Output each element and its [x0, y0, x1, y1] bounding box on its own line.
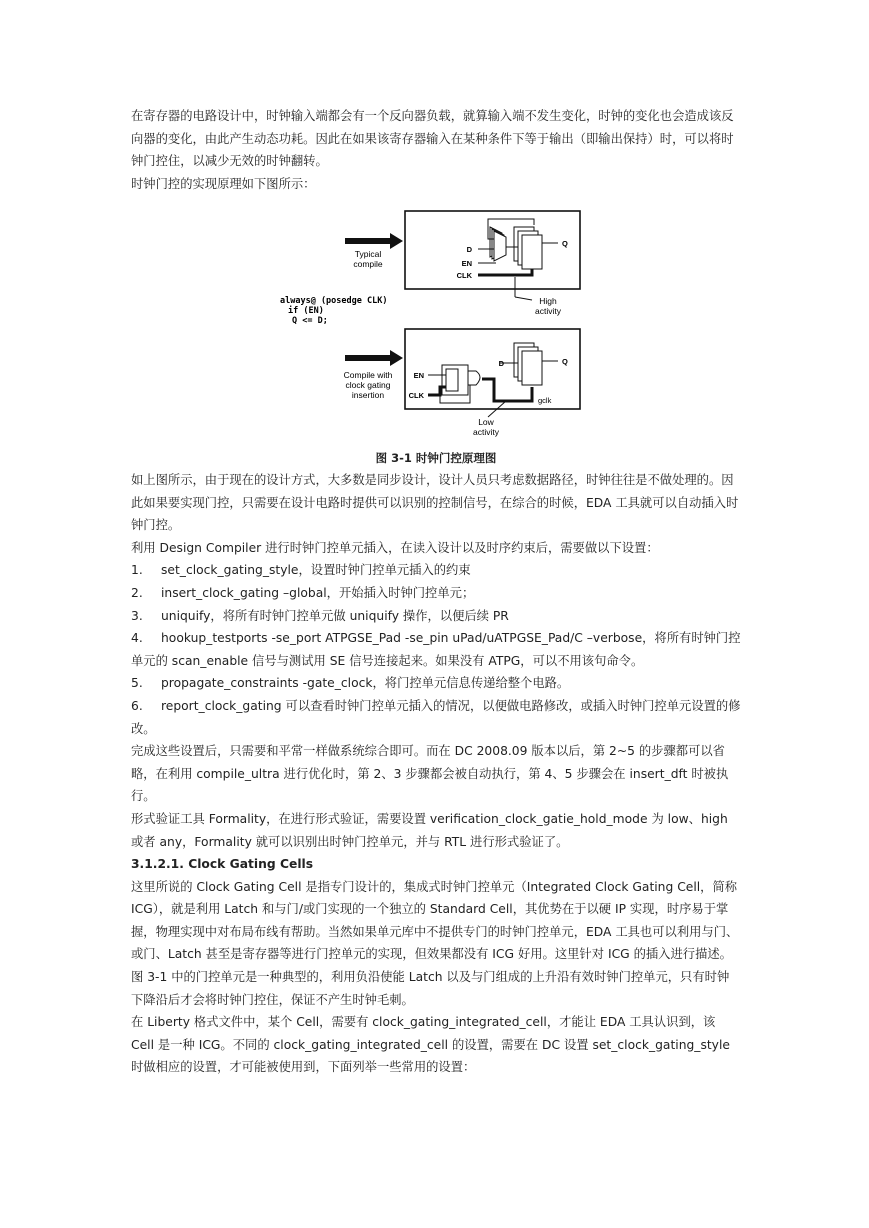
body-paragraph-5: 完成这些设置后，只需要和平常一样做系统综合即可。而在 DC 2008.09 版本以后，第 2~5 的步骤都可以省略，在利用 compile_ultra 进行优化时，第 2、3 步骤都会被自动执行，第 4、5 步骤会在 insert_dft 时被执行。 [131, 744, 729, 804]
compile-gating-arrow [345, 350, 403, 366]
top-register-stack [514, 227, 542, 269]
compile-gating-label-3: insertion [351, 390, 385, 400]
list-item-text: hookup_testports -se_port ATPGSE_Pad -se_pin uPad/uATPGSE_Pad/C –verbose，将所有时钟门控单元的 scan_enable 信号与测试用 SE 信号连接起来。如果没有 ATPG，可以不用该句命令。 [131, 631, 741, 668]
body-paragraph-6: 形式验证工具 Formality，在进行形式验证，需要设置 verification_clock_gatie_hold_mode 为 low、high 或者 any，Formality 就可以识别出时钟门控单元，并与 RTL 进行形式验证了。 [131, 811, 728, 849]
code-line-3: Q <= D; [292, 316, 328, 326]
clock-gating-figure [270, 205, 600, 441]
bottom-clk-label: CLK [408, 391, 424, 400]
code-line-1: always@ (posedge CLK) [280, 296, 388, 306]
list-item [131, 695, 741, 740]
list-item-text: uniquify，将所有时钟门控单元做 uniquify 操作，以便后续 PR [161, 608, 509, 623]
bottom-q-label: Q [562, 357, 568, 366]
list-item-text: report_clock_gating 可以查看时钟门控单元插入的情况，以便做电路修改，或插入时钟门控单元设置的修改。 [131, 698, 741, 736]
list-item-text: insert_clock_gating –global，开始插入时钟门控单元； [161, 585, 475, 600]
list-item-number: 6. [131, 698, 143, 713]
compile-gating-label-1: Compile with [343, 370, 393, 380]
intro-paragraph-1: 在寄存器的电路设计中，时钟输入端都会有一个反向器负载，就算输入端不发生变化，时钟的变化也会造成该反向器的变化，由此产生动态功耗。因此在如果该寄存器输入在某种条件下等于输出（即输出保持）时，可以将时钟门控住，以减少无效的时钟翻转。 [131, 109, 734, 169]
figure-caption: 图 3-1 时钟门控原理图 [375, 451, 497, 465]
list-item-number: 3. [131, 608, 143, 623]
list-item [131, 559, 741, 582]
typical-label-2: compile [353, 259, 383, 269]
body-paragraph-4: 利用 Design Compiler 进行时钟门控单元插入，在读入设计以及时序约束后，需要做以下设置： [131, 540, 659, 555]
body-paragraph-3: 如上图所示，由于现在的设计方式，大多数是同步设计，设计人员只考虑数据路径，时钟往往是不做处理的。因此如果要实现门控，只需要在设计电路时提供可以识别的控制信号，在综合的时候，EDA 工具就可以自动插入时钟门控。 [131, 473, 739, 533]
top-en-label: EN [461, 259, 472, 268]
section-heading: 3.1.2.1. Clock Gating Cells [131, 857, 314, 872]
gclk-label: gclk [538, 396, 552, 405]
top-d-label: D [466, 245, 472, 254]
bottom-register-stack [514, 343, 542, 385]
bottom-en-label: EN [413, 371, 424, 380]
list-item [131, 672, 741, 695]
bottom-d-label: D [498, 359, 504, 368]
typical-label-1: Typical [354, 249, 382, 259]
clock-gating-diagram [270, 205, 600, 441]
top-clk-label: CLK [456, 271, 472, 280]
low-activity-label-2: activity [473, 427, 499, 437]
high-activity-label-2: activity [535, 306, 561, 316]
list-item-text: set_clock_gating_style，设置时钟门控单元插入的约束 [161, 563, 471, 578]
body-section [131, 447, 741, 1079]
top-mux [490, 227, 506, 261]
typical-compile-arrow [345, 233, 403, 249]
list-item-number: 2. [131, 585, 143, 600]
high-activity-label-1: High [539, 296, 557, 306]
intro-section [131, 105, 741, 195]
body-paragraph-8: 图 3-1 中的门控单元是一种典型的，利用负沿使能 Latch 以及与门组成的上升沿有效时钟门控单元，只有时钟下降沿后才会将时钟门控住，保证不产生时钟毛刺。 [131, 970, 730, 1007]
list-item-number: 1. [131, 563, 143, 578]
steps-list [131, 559, 741, 740]
compile-gating-label-2: clock gating [345, 380, 391, 390]
list-item-text: propagate_constraints -gate_clock，将门控单元信息传递给整个电路。 [161, 676, 570, 691]
latch-and-gate [442, 365, 480, 395]
list-item-number: 5. [131, 676, 143, 691]
low-activity-label-1: Low [478, 417, 494, 427]
body-paragraph-9: 在 Liberty 格式文件中，某个 Cell，需要有 clock_gating_integrated_cell，才能让 EDA 工具认识到，该 Cell 是一种 ICG。不同的 clock_gating_integrated_cell 的设置，需要在 DC 设置 set_clock_gating_style 时做相应的设置，才可能被使用到，下面列举一些常用的设置： [131, 1015, 730, 1075]
code-line-2: if (EN) [288, 306, 324, 316]
list-item [131, 605, 741, 628]
intro-paragraph-2: 时钟门控的实现原理如下图所示： [131, 176, 316, 191]
top-q-label: Q [562, 239, 568, 248]
list-item [131, 582, 741, 605]
list-item-number: 4. [131, 631, 143, 646]
body-paragraph-7: 这里所说的 Clock Gating Cell 是指专门设计的，集成式时钟门控单元（Integrated Clock Gating Cell，简称 ICG），就是利用 Latch 和与门/或门实现的一个独立的 Standard Cell，其优势在于以硬 IP 实现，时序易于掌握，物理实现中对布局布线有帮助。当然如果单元库中不提供专门的时钟门控单元，EDA 工具也可以利用与门、或门、Latch 甚至是寄存器等进行门控单元的实现，但效果都没有 ICG 好用。这里针对 ICG 的插入进行描述。 [131, 879, 739, 962]
list-item [131, 627, 741, 672]
